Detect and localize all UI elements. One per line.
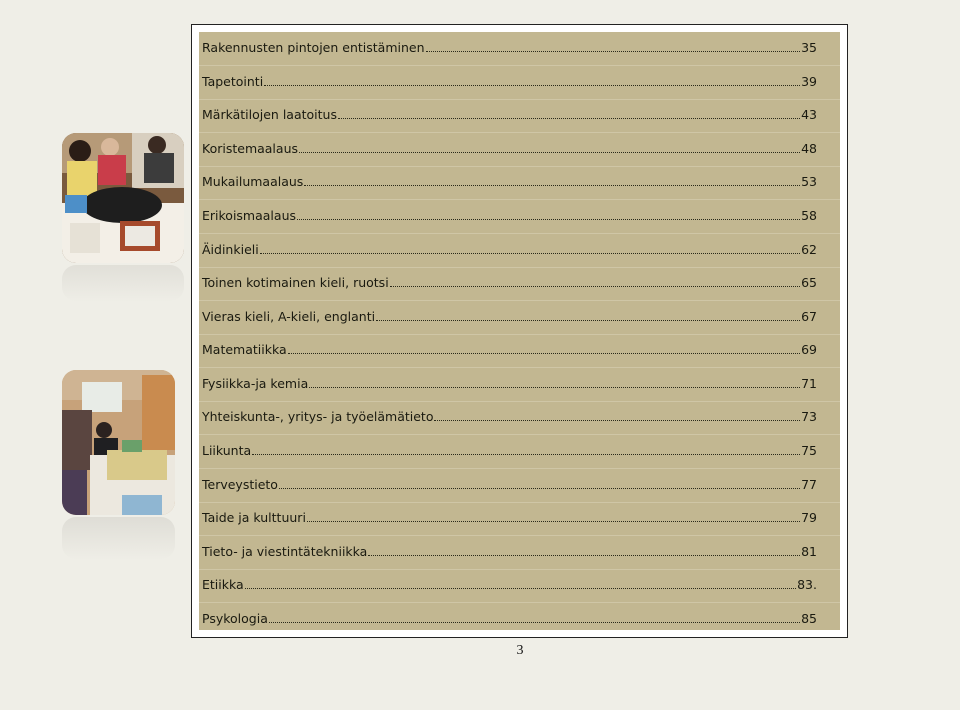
toc-title: Vieras kieli, A-kieli, englanti [202,309,376,324]
toc-title: Erikoismaalaus [202,208,297,223]
toc-entry[interactable] [202,376,817,391]
toc-page: 81 [801,544,817,559]
toc-title: Rakennusten pintojen entistäminen [202,40,425,55]
toc-title: Koristemaalaus [202,141,299,156]
toc-page: 67 [801,309,817,324]
photo-students-table [62,133,184,263]
toc-page: 79 [801,510,817,525]
toc-entry[interactable] [202,74,817,89]
toc-row [199,368,840,402]
toc-entry[interactable] [202,309,817,324]
toc-title: Fysiikka-ja kemia [202,376,309,391]
toc-row [199,66,840,100]
toc-entry[interactable] [202,611,817,626]
toc-title: Äidinkieli [202,242,259,257]
toc-title: Tieto- ja viestintätekniikka [202,544,368,559]
toc-page: 35 [801,40,817,55]
toc-row [199,99,840,133]
toc-page: 39 [801,74,817,89]
toc-row [199,234,840,268]
toc-entry[interactable] [202,107,817,122]
photo-classroom-reflection [62,517,175,559]
toc-title: Yhteiskunta-, yritys- ja työelämätieto [202,409,434,424]
toc-row [199,569,840,603]
toc-title: Toinen kotimainen kieli, ruotsi [202,275,389,290]
toc-title: Taide ja kulttuuri [202,510,306,525]
toc-entry[interactable] [202,342,817,357]
toc-entry[interactable] [202,208,817,223]
toc-page: 73 [801,409,817,424]
toc-row [199,32,840,66]
toc-title: Märkätilojen laatoitus [202,107,337,122]
toc-page: 77 [801,477,817,492]
toc-title: Psykologia [202,611,268,626]
toc-row [199,502,840,536]
toc-row [199,301,840,335]
toc-page: 48 [801,141,817,156]
toc-entry[interactable] [202,510,817,525]
toc-entry[interactable] [202,275,817,290]
toc-entry[interactable] [202,40,817,55]
photo-classroom [62,370,175,515]
toc-page: 43 [801,107,817,122]
photo-students-table-reflection [62,265,184,301]
toc-page: 62 [801,242,817,257]
toc-row [199,166,840,200]
toc-row [199,435,840,469]
toc-row [199,401,840,435]
toc-page: 85 [801,611,817,626]
toc-row [199,536,840,570]
toc-row [199,469,840,503]
toc-title: Mukailumaalaus [202,174,304,189]
toc-page: 65 [801,275,817,290]
toc-entry[interactable] [202,242,817,257]
table-of-contents [191,24,848,638]
toc-entry[interactable] [202,577,817,592]
toc-page: 53 [801,174,817,189]
toc-page: 58 [801,208,817,223]
toc-page: 75 [801,443,817,458]
toc-entry[interactable] [202,443,817,458]
toc-title: Tapetointi [202,74,264,89]
toc-row [199,603,840,630]
toc-entry[interactable] [202,174,817,189]
toc-row [199,267,840,301]
toc-row [199,133,840,167]
toc-page: 69 [801,342,817,357]
page-number: 3 [516,643,524,658]
toc-entry[interactable] [202,544,817,559]
toc-title: Terveystieto [202,477,278,492]
toc-panel [199,32,840,630]
toc-entry[interactable] [202,141,817,156]
toc-row [199,334,840,368]
toc-page: 83. [797,577,817,592]
toc-title: Matematiikka [202,342,287,357]
toc-row [199,200,840,234]
toc-title: Liikunta [202,443,252,458]
toc-title: Etiikka [202,577,244,592]
toc-page: 71 [801,376,817,391]
toc-entry[interactable] [202,409,817,424]
toc-entry[interactable] [202,477,817,492]
